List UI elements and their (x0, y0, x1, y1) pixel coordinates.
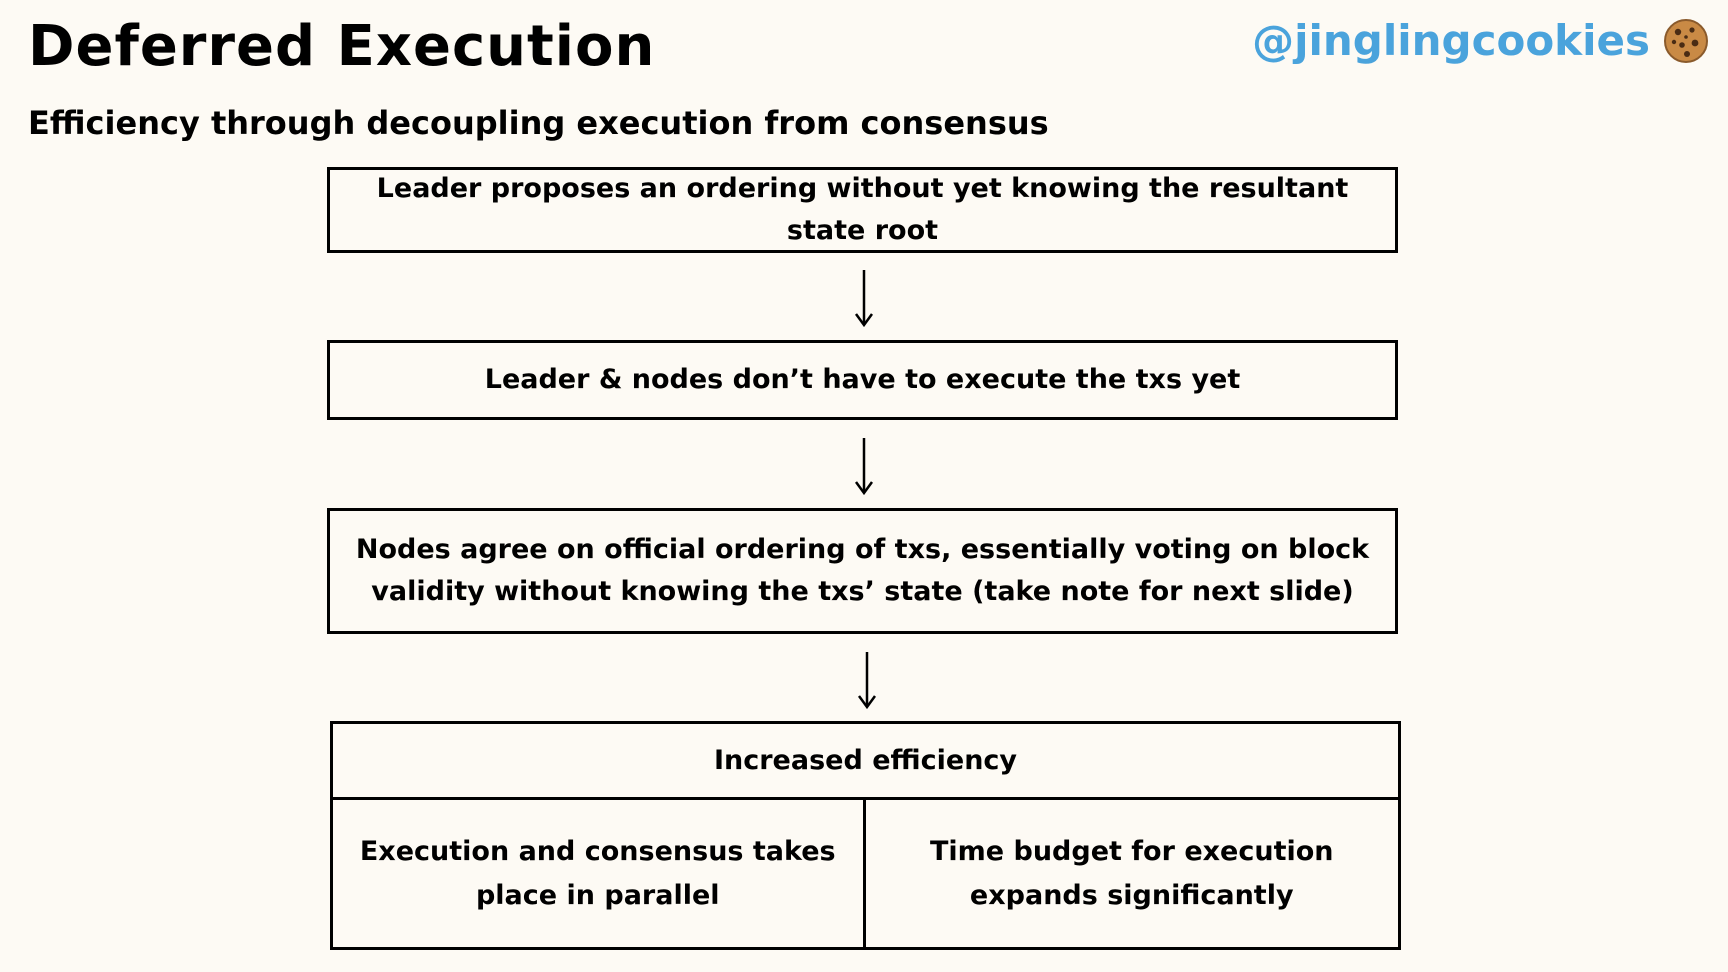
flow-step-text: Leader proposes an ordering without yet knowing the resultant state root (376, 173, 1349, 246)
result-cell-time-budget: Time budget for execution expands significantly (929, 836, 1334, 911)
author-handle-text: @jinglingcookies (1252, 16, 1650, 65)
result-cell-parallel: Execution and consensus takes place in parallel (333, 800, 866, 947)
efficiency-result-table (330, 721, 1401, 950)
flow-step-text: Leader & nodes don’t have to execute the txs yet (484, 364, 1241, 396)
flow-step-no-execution (327, 340, 1398, 420)
author-handle (1252, 16, 1710, 65)
flow-step-propose-ordering (327, 167, 1398, 253)
page-title: Deferred Execution (28, 14, 656, 79)
arrow-down-icon (855, 650, 879, 710)
cookie-icon (1662, 17, 1710, 65)
page-subtitle: Efficiency through decoupling execution from consensus (28, 104, 1049, 142)
flow-step-text: Nodes agree on official ordering of txs, essentially voting on block validity without knowing the txs’ state (take note for next slide) (355, 534, 1370, 607)
flow-step-nodes-agree (327, 508, 1398, 634)
arrow-down-icon (852, 268, 876, 328)
arrow-down-icon (852, 436, 876, 496)
result-header: Increased efficiency (333, 724, 1398, 800)
